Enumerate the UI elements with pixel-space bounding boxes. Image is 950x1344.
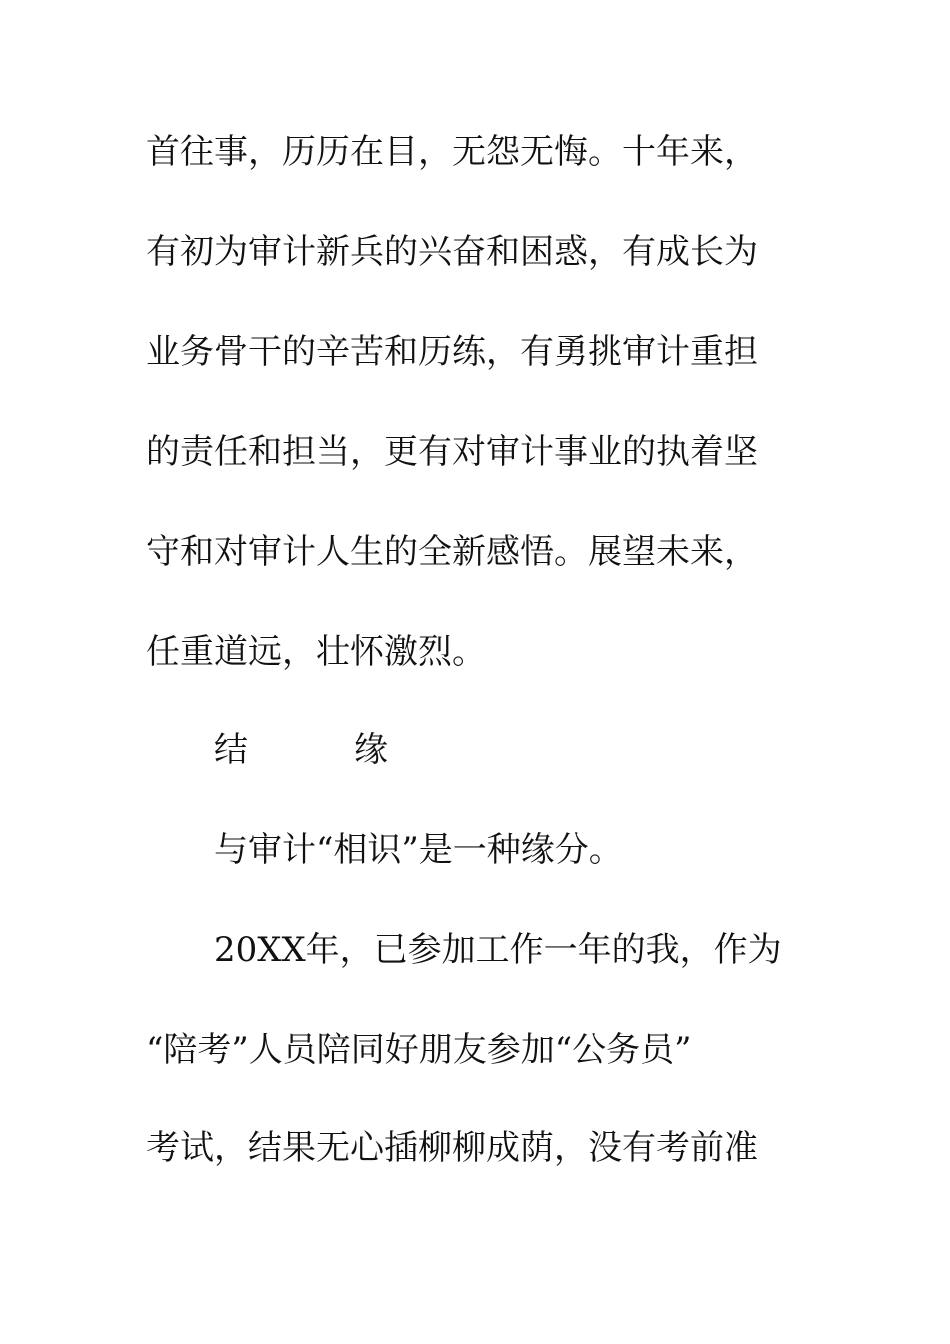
- paragraph-line: 与审计“相识”是一种缘分。: [214, 830, 623, 870]
- section-heading-char: 结: [214, 730, 248, 770]
- paragraph-line: 考试，结果无心插柳柳成荫，没有考前准: [146, 1128, 758, 1168]
- paragraph-line: “陪考”人员陪同好朋友参加“公务员”: [146, 1030, 692, 1070]
- section-heading-char: 缘: [354, 730, 388, 770]
- paragraph-line: 20XX年，已参加工作一年的我，作为: [214, 930, 782, 970]
- body-text-line: 业务骨干的辛苦和历练，有勇挑审计重担: [146, 332, 758, 372]
- body-text-line: 的责任和担当，更有对审计事业的执着坚: [146, 432, 758, 472]
- body-text-line: 有初为审计新兵的兴奋和困惑，有成长为: [146, 232, 758, 272]
- body-text-line: 任重道远，壮怀激烈。: [146, 632, 486, 672]
- body-text-line: 守和对审计人生的全新感悟。展望未来，: [146, 532, 758, 572]
- body-text-line: 首往事，历历在目，无怨无悔。十年来，: [146, 132, 758, 172]
